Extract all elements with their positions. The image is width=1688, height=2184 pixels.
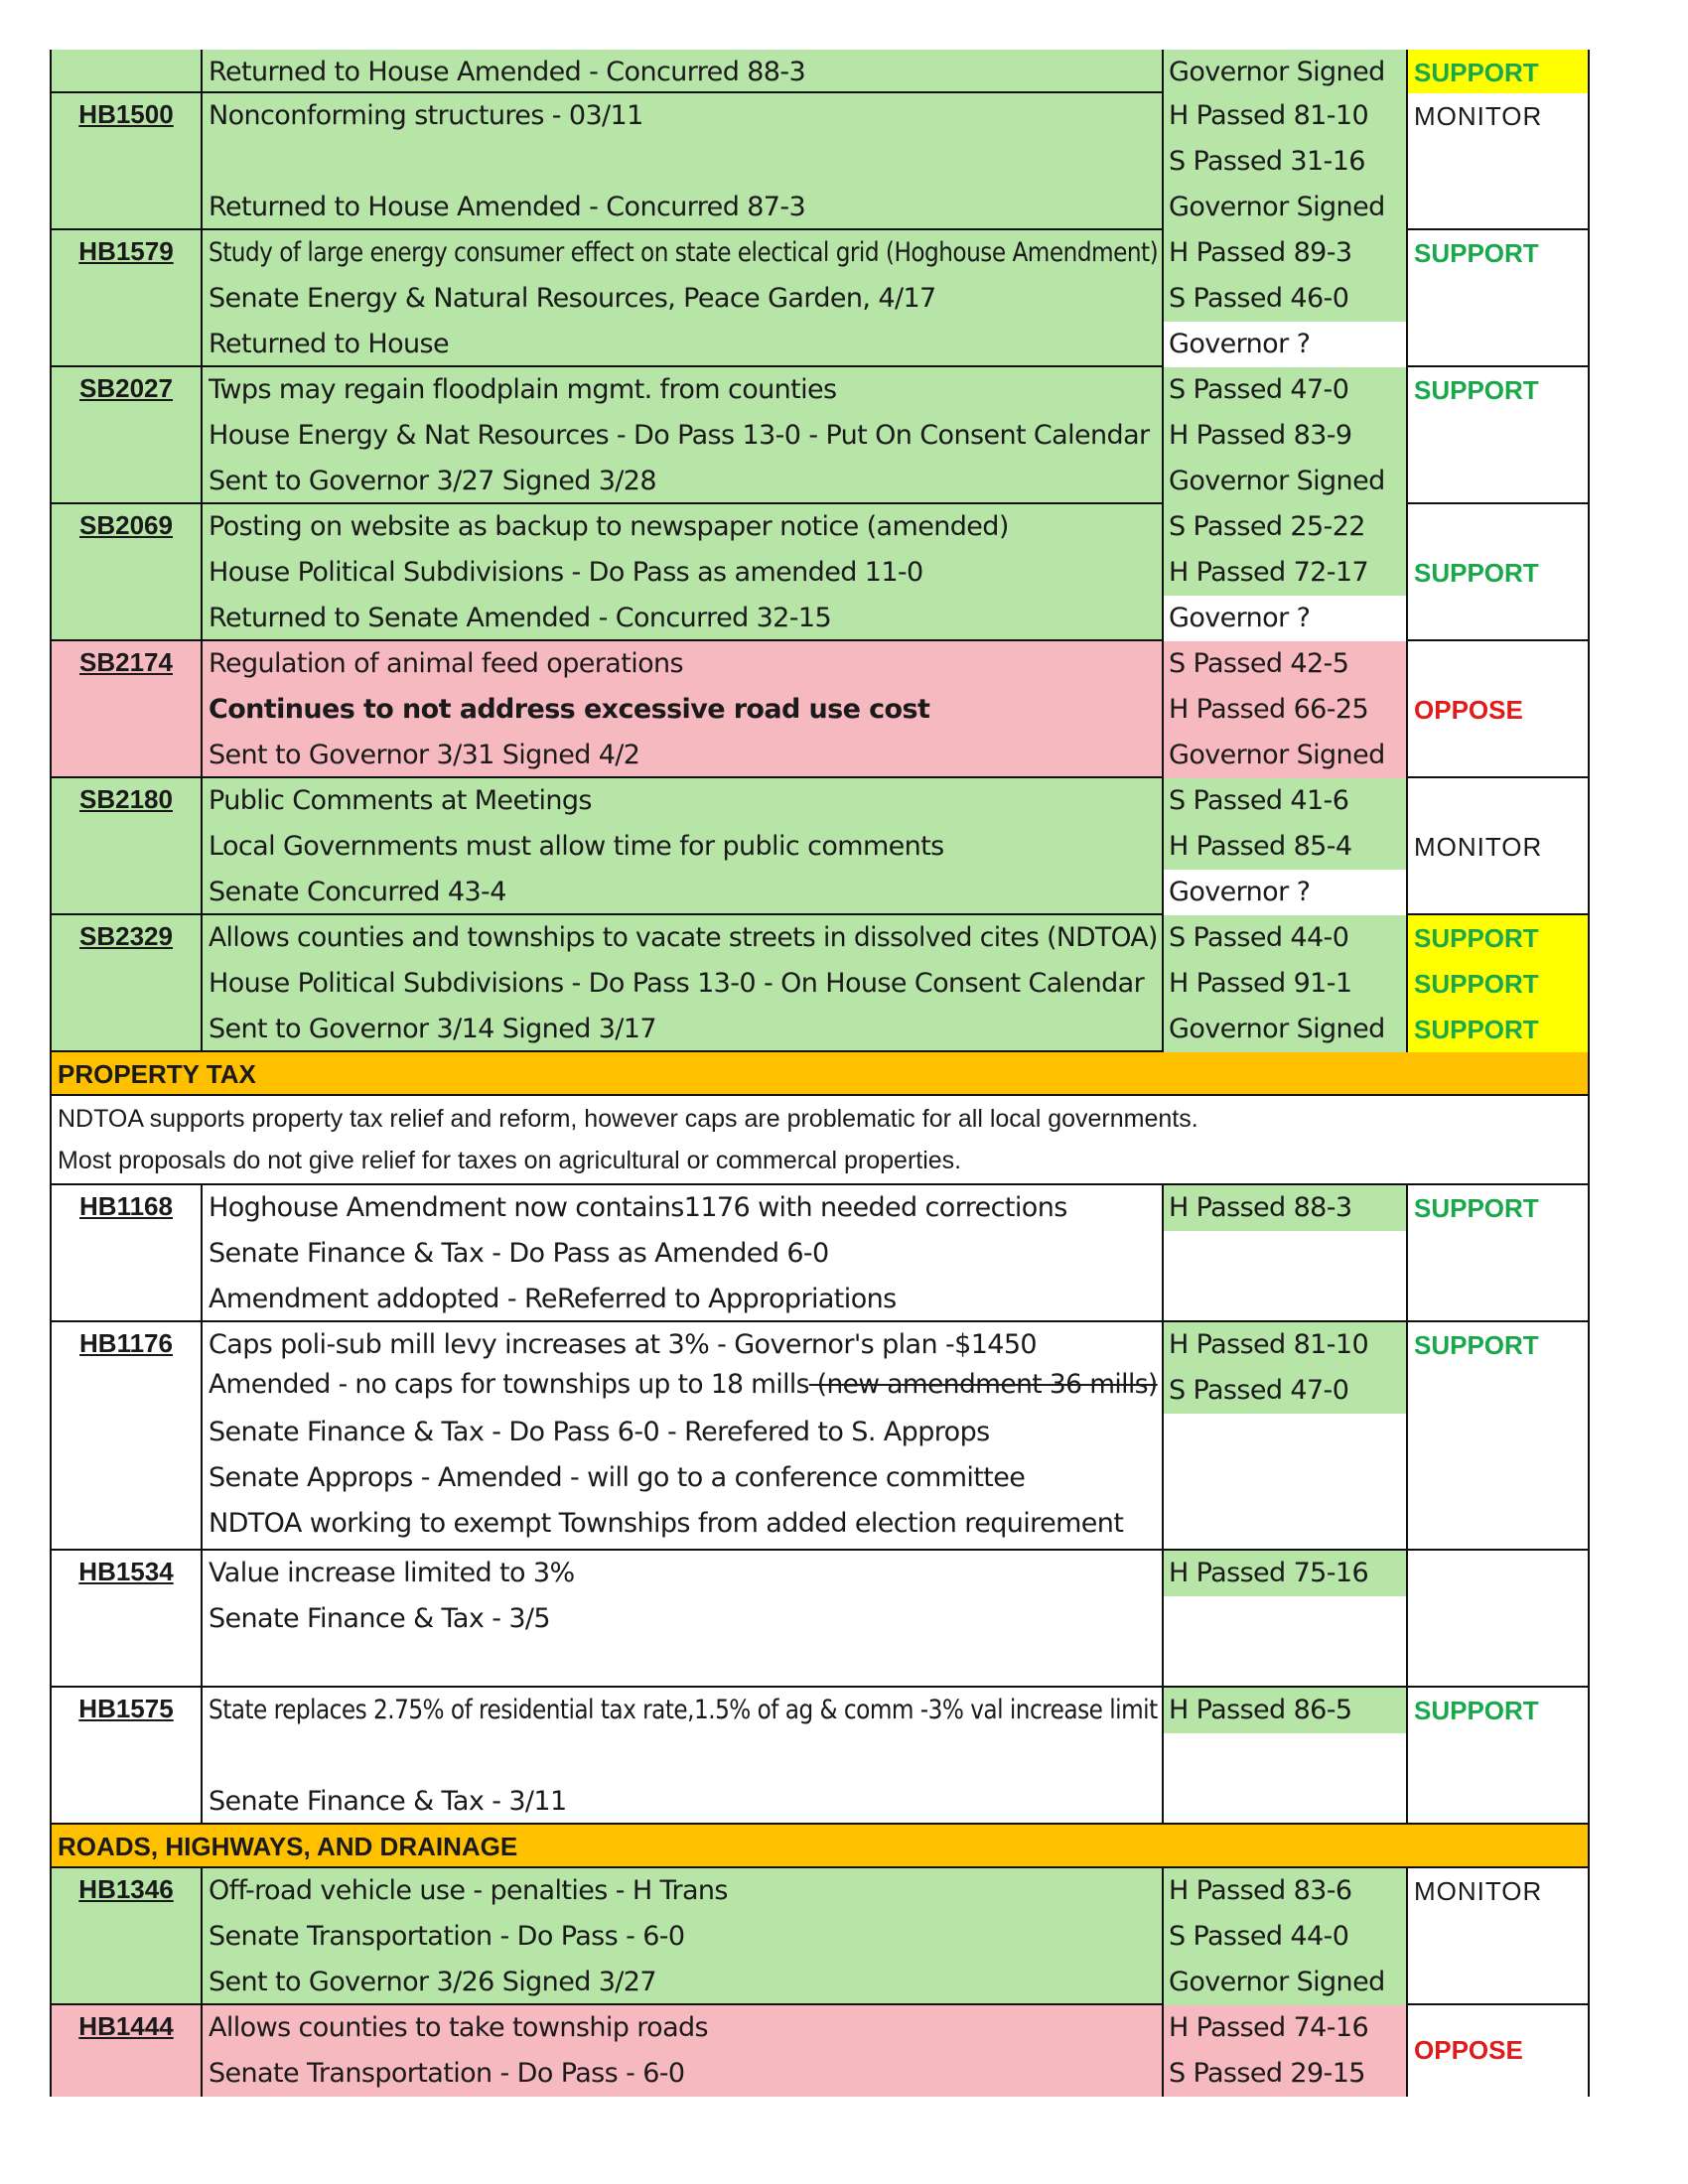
position-cell <box>1408 230 1588 365</box>
status-line: H Passed 91-1 <box>1164 961 1406 1007</box>
bill-row <box>50 504 1590 641</box>
description-line: Hoghouse Amendment now contains1176 with needed corrections <box>209 1192 1067 1223</box>
status-line: H Passed 83-9 <box>1164 413 1406 459</box>
position-cell <box>1408 641 1588 776</box>
bill-id-cell <box>52 778 203 913</box>
position-cell <box>1408 1322 1588 1549</box>
bill-number-link[interactable]: HB1534 <box>78 1557 174 1586</box>
bill-id-cell <box>52 1551 203 1686</box>
bill-number-link[interactable]: HB1575 <box>78 1694 174 1723</box>
description-line: Sent to Governor 3/31 Signed 4/2 <box>209 740 640 770</box>
bill-number-link[interactable]: SB2174 <box>79 647 173 677</box>
bill-status-cell <box>1164 504 1408 639</box>
bill-row <box>50 778 1590 915</box>
bill-number-link[interactable]: SB2027 <box>79 373 173 403</box>
position-badge: SUPPORT <box>1408 1007 1588 1052</box>
status-line: H Passed 83-6 <box>1164 1868 1406 1914</box>
bill-id-cell <box>52 367 203 502</box>
description-line: Nonconforming structures - 03/11 <box>209 100 643 131</box>
bill-number-link[interactable]: SB2329 <box>79 921 173 951</box>
bill-group-property-tax <box>50 1185 1590 1825</box>
bill-row <box>50 915 1590 1052</box>
bill-number-link[interactable]: HB1168 <box>79 1191 173 1221</box>
description-line: Returned to House Amended - Concurred 88-3 <box>209 57 806 87</box>
description-line: Public Comments at Meetings <box>209 785 592 816</box>
status-line: Governor Signed <box>1164 185 1406 230</box>
bill-description-cell <box>203 915 1164 1050</box>
description-line: Senate Finance & Tax - Do Pass 6-0 - Rerefered to S. Approps <box>209 1417 990 1447</box>
bill-status-cell <box>1164 1688 1408 1823</box>
bill-description-cell <box>203 1551 1164 1686</box>
bill-description-cell <box>203 778 1164 913</box>
status-line: Governor Signed <box>1164 50 1406 95</box>
position-badge: MONITOR <box>1414 1876 1543 1906</box>
bill-group-roads <box>50 1868 1590 2097</box>
bill-id-cell <box>52 641 203 776</box>
bill-row <box>50 2005 1590 2097</box>
description-line: Amended - no caps for townships up to 18 mills (new amendment 36 mills) <box>209 1369 1158 1400</box>
description-line: Returned to House <box>209 329 450 359</box>
section-header-roads: ROADS, HIGHWAYS, AND DRAINAGE <box>50 1825 1590 1868</box>
status-line: H Passed 81-10 <box>1164 93 1406 139</box>
bill-row <box>50 641 1590 778</box>
status-line: H Passed 74-16 <box>1164 2005 1406 2051</box>
description-line: Continues to not address excessive road use cost <box>209 694 930 725</box>
description-line: Returned to House Amended - Concurred 87-3 <box>209 192 806 222</box>
position-badge: SUPPORT <box>1414 558 1539 588</box>
bill-status-cell <box>1164 367 1408 502</box>
bill-description-cell <box>203 230 1164 365</box>
bill-description-cell <box>203 1868 1164 2003</box>
position-badge: SUPPORT <box>1414 375 1539 405</box>
description-line: Senate Finance & Tax - 3/11 <box>209 1786 567 1817</box>
position-badge: SUPPORT <box>1414 238 1539 268</box>
position-badge: SUPPORT <box>1414 1696 1539 1725</box>
status-line: H Passed 72-17 <box>1164 550 1406 596</box>
bill-status-cell <box>1164 93 1408 228</box>
bill-description-cell <box>203 641 1164 776</box>
bill-number-link[interactable]: SB2180 <box>79 784 173 814</box>
bill-status-cell <box>1164 1322 1408 1549</box>
description-line: NDTOA working to exempt Townships from added election requirement <box>209 1508 1124 1539</box>
note-line-2: Most proposals do not give relief for taxes on agricultural or commercal properties. <box>58 1147 962 1174</box>
bill-status-cell <box>1164 915 1408 1050</box>
position-cell <box>1408 1688 1588 1823</box>
bill-row <box>50 93 1590 230</box>
description-line: Regulation of animal feed operations <box>209 648 684 679</box>
bill-description-cell <box>203 1322 1164 1549</box>
position-cell <box>1408 367 1588 502</box>
bill-row <box>50 1868 1590 2005</box>
status-line: Governor Signed <box>1164 733 1406 778</box>
bill-description-cell <box>203 1688 1164 1823</box>
position-badge: SUPPORT <box>1408 50 1588 95</box>
bill-status-cell <box>1164 1185 1408 1320</box>
status-line: S Passed 25-22 <box>1164 504 1406 550</box>
bill-id-cell <box>52 1688 203 1823</box>
status-line: H Passed 66-25 <box>1164 687 1406 733</box>
description-line: Allows counties and townships to vacate streets in dissolved cites (NDTOA) <box>209 922 1158 953</box>
status-line: Governor ? <box>1164 870 1406 915</box>
status-line: S Passed 47-0 <box>1164 1368 1406 1414</box>
position-badge: SUPPORT <box>1408 915 1588 961</box>
bill-group-a <box>50 50 1590 1052</box>
description-line: Senate Finance & Tax - 3/5 <box>209 1603 551 1634</box>
bill-status-cell <box>1164 1868 1408 2003</box>
section-header-property-tax: PROPERTY TAX <box>50 1052 1590 1096</box>
position-cell <box>1408 504 1588 639</box>
bill-id-cell <box>52 504 203 639</box>
bill-description-cell <box>203 2005 1164 2097</box>
bill-id-cell <box>52 230 203 365</box>
status-line: S Passed 46-0 <box>1164 276 1406 322</box>
description-line: Study of large energy consumer effect on state electical grid (Hoghouse Amendment) <box>209 237 1158 268</box>
position-cell <box>1408 915 1588 1050</box>
bill-status-cell <box>1164 50 1408 91</box>
description-line: House Political Subdivisions - Do Pass as amended 11-0 <box>209 557 923 588</box>
position-cell <box>1408 93 1588 228</box>
position-cell <box>1408 1185 1588 1320</box>
description-line: Caps poli-sub mill levy increases at 3% - Governor's plan -$1450 <box>209 1329 1038 1360</box>
status-line: H Passed 85-4 <box>1164 824 1406 870</box>
status-line: H Passed 88-3 <box>1164 1185 1406 1231</box>
bill-number-link[interactable]: HB1176 <box>79 1328 173 1358</box>
bill-status-cell <box>1164 2005 1408 2097</box>
bill-row <box>50 1185 1590 1322</box>
bill-number-link[interactable]: HB1579 <box>78 236 174 266</box>
description-line: Senate Finance & Tax - Do Pass as Amended 6-0 <box>209 1238 829 1269</box>
description-line: Twps may regain floodplain mgmt. from counties <box>209 374 837 405</box>
position-badge: MONITOR <box>1414 101 1543 131</box>
bill-row <box>50 1688 1590 1825</box>
status-line: S Passed 41-6 <box>1164 778 1406 824</box>
legislation-tracker-sheet <box>50 50 1590 2097</box>
description-line: Posting on website as backup to newspaper notice (amended) <box>209 511 1009 542</box>
bill-row <box>50 1551 1590 1688</box>
position-badge: SUPPORT <box>1414 1193 1539 1223</box>
description-line: Off-road vehicle use - penalties - H Trans <box>209 1875 728 1906</box>
status-line: S Passed 42-5 <box>1164 641 1406 687</box>
status-line: S Passed 29-15 <box>1164 2051 1406 2097</box>
status-line: Governor Signed <box>1164 459 1406 504</box>
description-line: Senate Transportation - Do Pass - 6-0 <box>209 1921 685 1952</box>
status-line: S Passed 47-0 <box>1164 367 1406 413</box>
status-line: H Passed 75-16 <box>1164 1551 1406 1596</box>
description-line: Sent to Governor 3/26 Signed 3/27 <box>209 1967 656 1997</box>
description-line: Value increase limited to 3% <box>209 1558 575 1588</box>
description-line: Senate Transportation - Do Pass - 6-0 <box>209 2058 685 2089</box>
description-line: Senate Approps - Amended - will go to a conference committee <box>209 1462 1026 1493</box>
status-line: Governor ? <box>1164 322 1406 367</box>
status-line: Governor Signed <box>1164 1007 1406 1052</box>
bill-status-cell <box>1164 1551 1408 1686</box>
bill-id-cell <box>52 1185 203 1320</box>
bill-row <box>50 230 1590 367</box>
description-line: Sent to Governor 3/27 Signed 3/28 <box>209 466 656 496</box>
description-line: Sent to Governor 3/14 Signed 3/17 <box>209 1014 656 1044</box>
bill-status-cell <box>1164 778 1408 913</box>
struck-text: (new amendment 36 mills) <box>808 1369 1158 1400</box>
bill-description-cell <box>203 1185 1164 1320</box>
description-line: Amendment addopted - ReReferred to Appropriations <box>209 1284 897 1314</box>
section-note-property-tax <box>50 1096 1590 1185</box>
bill-number-link[interactable]: HB1444 <box>78 2011 174 2041</box>
bill-number-link[interactable]: SB2069 <box>79 510 173 540</box>
bill-number-link[interactable]: HB1346 <box>78 1874 174 1904</box>
status-line: H Passed 81-10 <box>1164 1322 1406 1368</box>
bill-description-cell <box>203 93 1164 228</box>
bill-status-cell <box>1164 641 1408 776</box>
bill-number-link[interactable]: HB1500 <box>78 99 174 129</box>
bill-id-cell <box>52 2005 203 2097</box>
status-line: H Passed 86-5 <box>1164 1688 1406 1733</box>
description-line: House Political Subdivisions - Do Pass 13-0 - On House Consent Calendar <box>209 968 1145 999</box>
status-line: S Passed 31-16 <box>1164 139 1406 185</box>
bill-description-cell <box>203 504 1164 639</box>
status-line: S Passed 44-0 <box>1164 915 1406 961</box>
description-line: Senate Energy & Natural Resources, Peace Garden, 4/17 <box>209 283 936 314</box>
bill-description-cell <box>203 50 1164 91</box>
note-line-1: NDTOA supports property tax relief and reform, however caps are problematic for all local governments. <box>58 1105 1198 1133</box>
position-cell <box>1408 50 1588 91</box>
description-line: Returned to Senate Amended - Concurred 32-15 <box>209 603 832 633</box>
bill-description-cell <box>203 367 1164 502</box>
position-cell <box>1408 778 1588 913</box>
bill-id-cell <box>52 50 203 91</box>
position-cell <box>1408 1551 1588 1686</box>
position-badge: OPPOSE <box>1414 695 1523 725</box>
description-line: Local Governments must allow time for public comments <box>209 831 944 862</box>
position-cell <box>1408 1868 1588 2003</box>
position-badge: SUPPORT <box>1408 961 1588 1007</box>
description-line: State replaces 2.75% of residential tax rate,1.5% of ag & comm -3% val increase limit <box>209 1695 1158 1725</box>
status-line: H Passed 89-3 <box>1164 230 1406 276</box>
bill-id-cell <box>52 1322 203 1549</box>
bill-row <box>50 367 1590 504</box>
position-badge: MONITOR <box>1414 832 1543 862</box>
description-line: Allows counties to take township roads <box>209 2012 709 2043</box>
position-badge: SUPPORT <box>1414 1330 1539 1360</box>
bill-id-cell <box>52 1868 203 2003</box>
bill-row <box>50 1322 1590 1551</box>
position-cell <box>1408 2005 1588 2097</box>
bill-row <box>50 50 1590 93</box>
bill-status-cell <box>1164 230 1408 365</box>
bill-id-cell <box>52 915 203 1050</box>
position-badge: OPPOSE <box>1414 2035 1523 2065</box>
status-line: S Passed 44-0 <box>1164 1914 1406 1960</box>
description-line: House Energy & Nat Resources - Do Pass 13-0 - Put On Consent Calendar <box>209 420 1150 451</box>
status-line: Governor ? <box>1164 596 1406 641</box>
bill-id-cell <box>52 93 203 228</box>
status-line: Governor Signed <box>1164 1960 1406 2005</box>
description-line: Senate Concurred 43-4 <box>209 877 506 907</box>
